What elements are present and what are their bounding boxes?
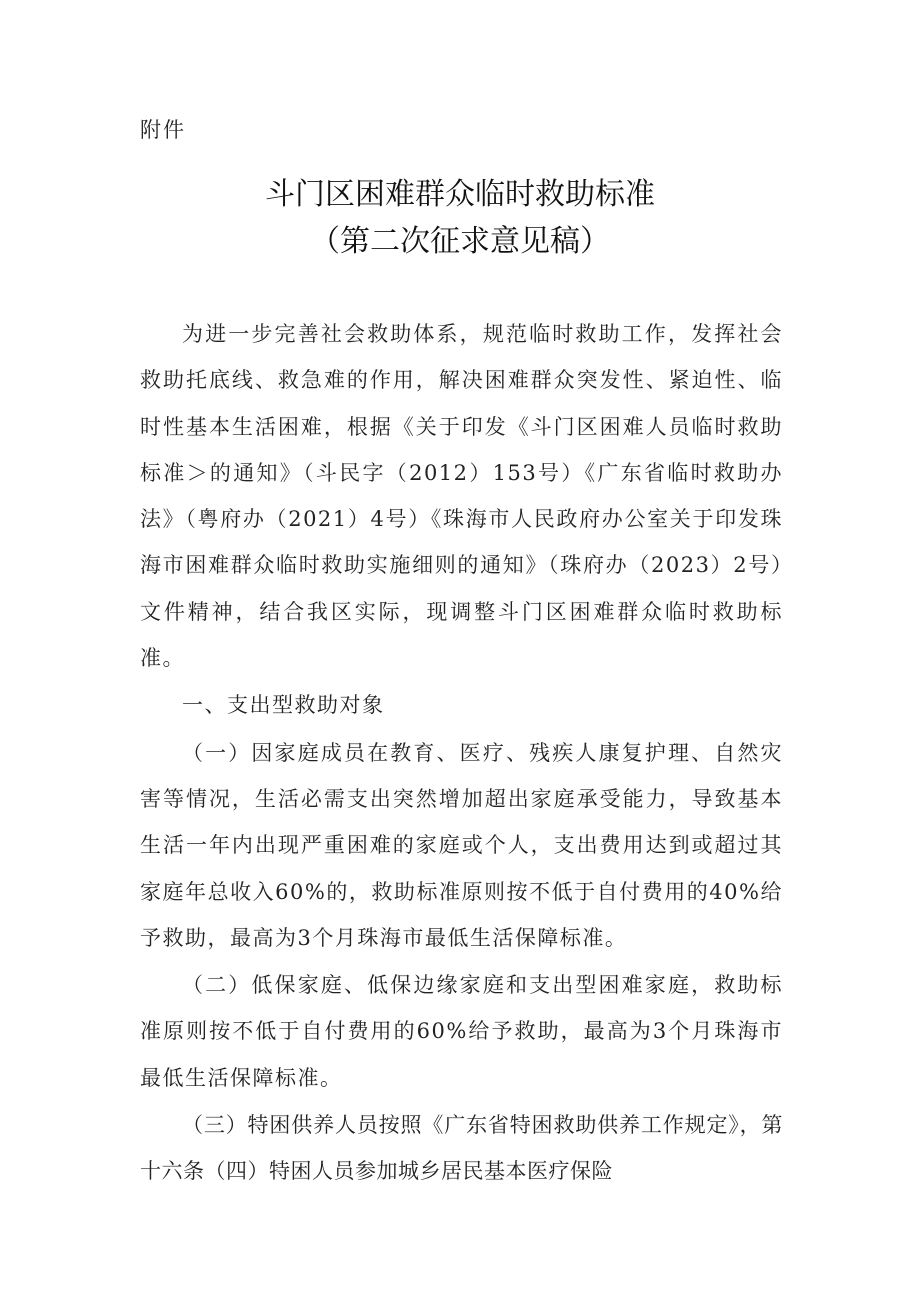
intro-paragraph: 为进一步完善社会救助体系，规范临时救助工作，发挥社会救助托底线、救急难的作用，解决困难群众突发性、紧迫性、临时性基本生活困难，根据《关于印发《斗门区困难人员临时救助标准＞的通知》（斗民字（2012）153号）《广东省临时救助办法》（粤府办（2021）4号）《珠海市人民政府办公室关于印发珠海市困难群众临时救助实施细则的通知》（珠府办（2023）2号）文件精神，结合我区实际，现调整斗门区困难群众临时救助标准。	[140, 322, 783, 671]
clause-paragraph: （三）特困供养人员按照《广东省特困救助供养工作规定》，第十六条（四）特困人员参加城乡居民基本医疗保险	[140, 1113, 783, 1184]
document-body	[140, 311, 783, 1195]
document-title: 斗门区困难群众临时救助标准	[265, 177, 655, 212]
section-heading: 一、支出型救助对象	[182, 693, 385, 718]
clause-paragraph: （二）低保家庭、低保边缘家庭和支出型困难家庭，救助标准原则按不低于自付费用的60%给予救助，最高为3个月珠海市最低生活保障标准。	[140, 973, 783, 1090]
attachment-label: 附件	[140, 118, 186, 142]
clause-paragraph: （一）因家庭成员在教育、医疗、残疾人康复护理、自然灾害等情况，生活必需支出突然增加超出家庭承受能力，导致基本生活一年内出现严重困难的家庭或个人，支出费用达到或超过其家庭年总收入60%的，救助标准原则按不低于自付费用的40%给予救助，最高为3个月珠海市最低生活保障标准。	[140, 740, 783, 950]
document-subtitle: （第二次征求意见稿）	[310, 224, 610, 259]
